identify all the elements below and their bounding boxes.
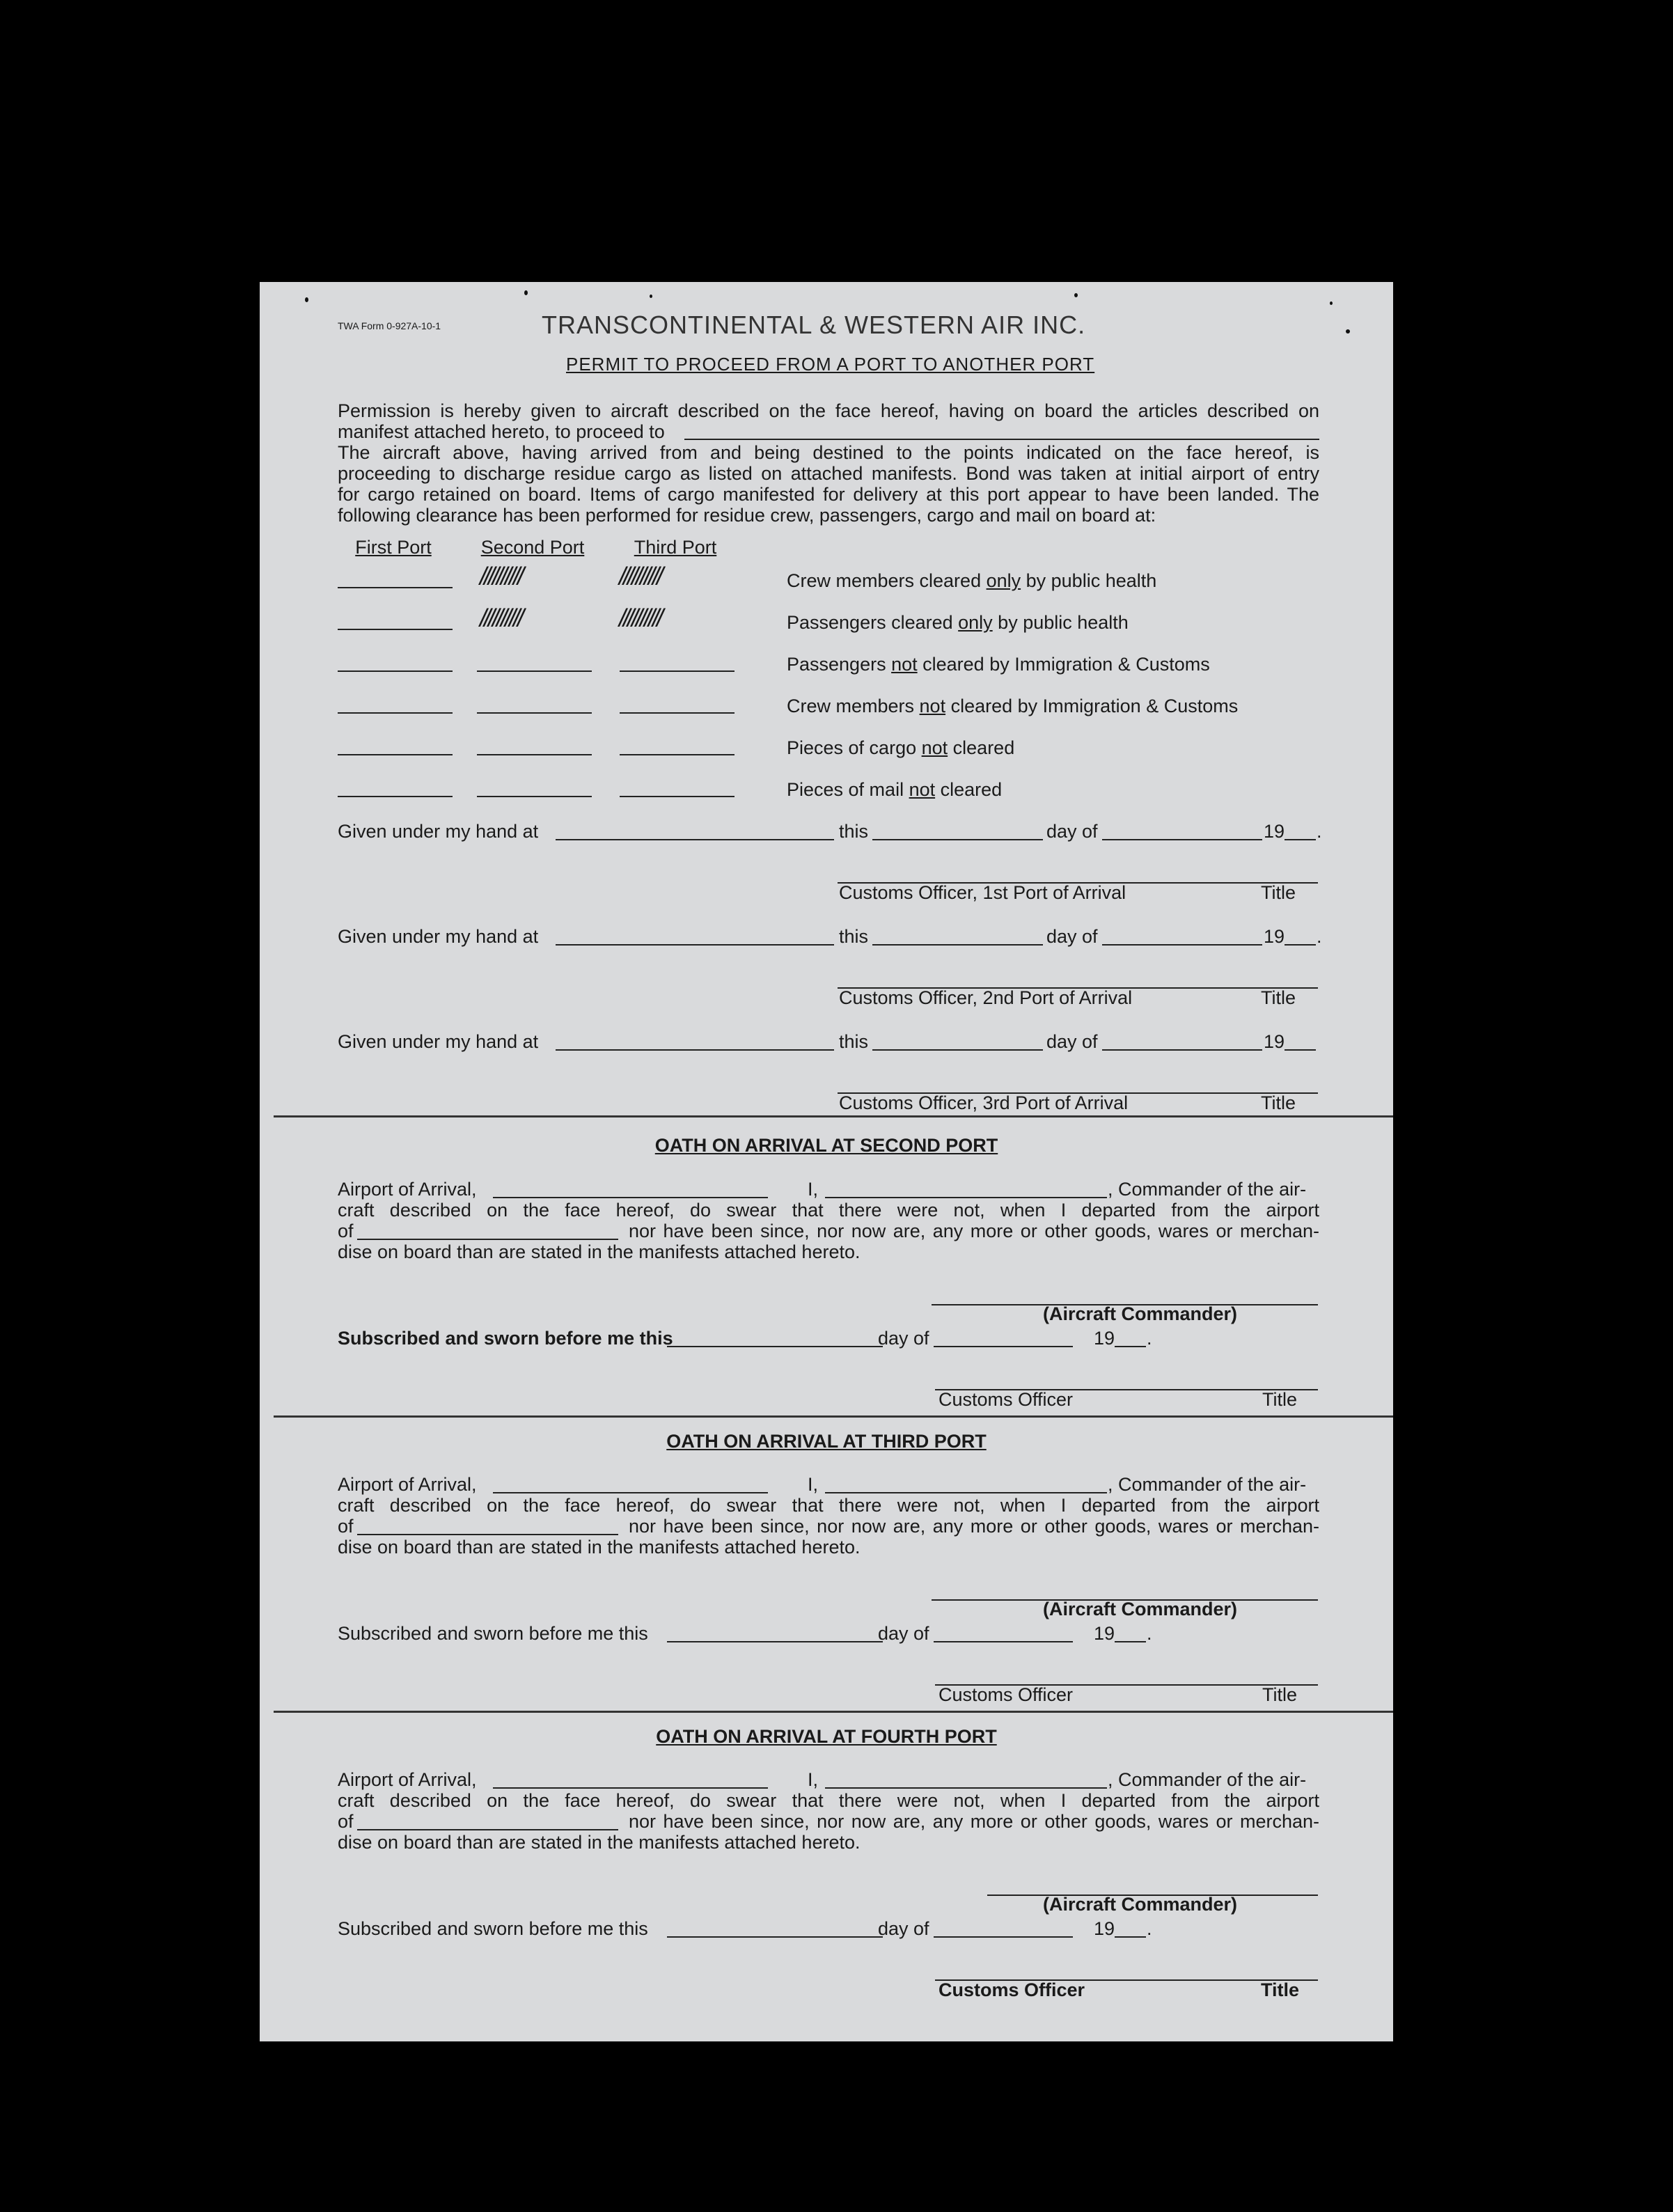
subscribed-this-field[interactable]: [667, 1346, 883, 1347]
clearance-row-label: [787, 696, 1238, 716]
clearance-row-text: cleared: [948, 737, 1015, 758]
intro-line-4: proceeding to discharge residue cargo as listed on attached manifests. Bond was taken at initial airport of entry: [338, 463, 1319, 484]
customs-officer-label: Customs Officer: [938, 1979, 1085, 2000]
clearance-row-label: [787, 779, 1002, 800]
column-header-first-port: First Port: [355, 537, 432, 558]
clearance-row-text: by public health: [992, 612, 1129, 633]
oath-line-2: craft described on the face hereof, do swear that there were not, when I departed from the airport: [338, 1200, 1319, 1221]
commander-of-label: , Commander of the air-: [1108, 1179, 1307, 1200]
oath-line-2: craft described on the face hereof, do swear that there were not, when I departed from the airport: [338, 1495, 1319, 1516]
clearance-row-text: Pieces of mail: [787, 779, 909, 800]
day-of-label: day of: [878, 1918, 929, 1939]
day-of-label: day of: [878, 1623, 929, 1644]
clearance-row-text: cleared: [935, 779, 1003, 800]
year-label: 19: [1094, 1918, 1115, 1939]
given-this-field[interactable]: [872, 839, 1043, 840]
title-label: Title: [1261, 1979, 1300, 2000]
clearance-row-keyword: not: [921, 737, 948, 758]
oath-line-4: dise on board than are stated in the manifests attached hereto.: [338, 1537, 861, 1558]
period: .: [1317, 821, 1322, 842]
subscribed-this-field[interactable]: [667, 1641, 883, 1642]
first-port-field[interactable]: [338, 712, 453, 714]
subscribed-day-field[interactable]: [934, 1641, 1073, 1642]
scan-speck: [524, 290, 528, 295]
clearance-row-keyword: only: [958, 612, 993, 633]
of-label: of: [338, 1516, 354, 1537]
title-label: Title: [1261, 987, 1296, 1008]
clearance-row-label: [787, 654, 1210, 675]
departed-airport-field[interactable]: [357, 1239, 618, 1240]
second-port-voided-mark: //////////: [480, 604, 522, 632]
day-of-label: day of: [1046, 821, 1098, 842]
intro-line-3: The aircraft above, having arrived from and being destined to the points indicated on the face hereof, is: [338, 442, 1319, 463]
commander-name-field[interactable]: [825, 1787, 1107, 1789]
oath-heading: OATH ON ARRIVAL AT THIRD PORT: [666, 1431, 987, 1452]
given-day-field[interactable]: [1102, 839, 1262, 840]
year-label: 19: [1094, 1623, 1115, 1644]
clearance-row-label: [787, 570, 1156, 591]
commander-sig-label: (Aircraft Commander): [1043, 1894, 1238, 1915]
third-port-field[interactable]: [620, 754, 735, 755]
given-place-field[interactable]: [556, 1049, 834, 1051]
clearance-row-label: [787, 737, 1014, 758]
first-port-field[interactable]: [338, 587, 453, 588]
period: .: [1147, 1328, 1152, 1349]
oath-line-4: dise on board than are stated in the manifests attached hereto.: [338, 1241, 861, 1262]
year-label: 19: [1094, 1328, 1115, 1349]
subscribed-label: Subscribed and sworn before me this: [338, 1918, 648, 1939]
intro-line-6: following clearance has been performed for residue crew, passengers, cargo and mail on board at:: [338, 505, 1156, 526]
first-port-field[interactable]: [338, 796, 453, 797]
section-divider: [274, 1115, 1393, 1117]
permit-form-page: [260, 282, 1393, 2041]
given-place-field[interactable]: [556, 839, 834, 840]
given-this-field[interactable]: [872, 1049, 1043, 1051]
second-port-field[interactable]: [477, 712, 592, 714]
column-header-third-port: Third Port: [634, 537, 717, 558]
scan-speck: [1330, 301, 1333, 305]
third-port-field[interactable]: [620, 712, 735, 714]
given-under-hand-label: Given under my hand at: [338, 1031, 539, 1052]
day-of-label: day of: [878, 1328, 929, 1349]
first-port-field[interactable]: [338, 754, 453, 755]
airport-of-arrival-field[interactable]: [493, 1787, 768, 1789]
clearance-row-text: Passengers cleared: [787, 612, 959, 633]
given-year-field[interactable]: [1285, 1049, 1316, 1051]
departed-airport-field[interactable]: [357, 1829, 618, 1830]
i-label: I,: [808, 1179, 819, 1200]
clearance-row-text: Passengers: [787, 654, 892, 675]
scan-speck: [305, 297, 308, 302]
departed-airport-field[interactable]: [357, 1534, 618, 1535]
clearance-row-keyword: not: [919, 696, 946, 716]
section-divider: [274, 1415, 1393, 1418]
oath-heading: OATH ON ARRIVAL AT FOURTH PORT: [656, 1726, 997, 1747]
i-label: I,: [808, 1474, 819, 1495]
clearance-row-label: [787, 612, 1129, 633]
subscribed-day-field[interactable]: [934, 1936, 1073, 1938]
commander-of-label: , Commander of the air-: [1108, 1474, 1307, 1495]
officer-label: Customs Officer, 2nd Port of Arrival: [839, 987, 1133, 1008]
company-name: TRANSCONTINENTAL & WESTERN AIR INC.: [542, 311, 1086, 339]
of-label: of: [338, 1221, 354, 1241]
officer-label: Customs Officer, 3rd Port of Arrival: [839, 1092, 1129, 1113]
given-year-field[interactable]: [1285, 839, 1316, 840]
airport-of-arrival-field[interactable]: [493, 1492, 768, 1493]
proceed-to-field[interactable]: [684, 439, 1319, 440]
customs-officer-label: Customs Officer: [938, 1684, 1074, 1705]
given-year-field[interactable]: [1285, 944, 1316, 946]
intro-line-1: Permission is hereby given to aircraft described on the face hereof, having on board the articles described on: [338, 400, 1319, 421]
year-label: 19: [1264, 1031, 1285, 1052]
airport-of-arrival-label: Airport of Arrival,: [338, 1179, 477, 1200]
third-port-field[interactable]: [620, 796, 735, 797]
column-header-second-port: Second Port: [480, 537, 585, 558]
this-label: this: [839, 926, 869, 947]
scan-speck: [1346, 329, 1350, 334]
period: .: [1147, 1918, 1152, 1939]
airport-of-arrival-field[interactable]: [493, 1197, 768, 1198]
customs-officer-label: Customs Officer: [938, 1389, 1074, 1410]
year-label: 19: [1264, 926, 1285, 947]
period: .: [1317, 926, 1322, 947]
this-label: this: [839, 1031, 869, 1052]
commander-of-label: , Commander of the air-: [1108, 1769, 1307, 1790]
commander-name-field[interactable]: [825, 1197, 1107, 1198]
subscribed-year-field[interactable]: [1115, 1641, 1146, 1642]
section-divider: [274, 1711, 1393, 1713]
intro-line-5: for cargo retained on board. Items of cargo manifested for delivery at this port appear to have been landed. The: [338, 484, 1319, 505]
first-port-field[interactable]: [338, 670, 453, 672]
third-port-voided-mark: //////////: [619, 562, 661, 590]
commander-sig-label: (Aircraft Commander): [1043, 1599, 1238, 1619]
day-of-label: day of: [1046, 1031, 1098, 1052]
oath-line-3: nor have been since, nor now are, any more or other goods, wares or merchan-: [629, 1516, 1319, 1537]
clearance-row-text: cleared by Immigration & Customs: [917, 654, 1210, 675]
given-this-field[interactable]: [872, 944, 1043, 946]
second-port-field[interactable]: [477, 796, 592, 797]
subscribed-label: Subscribed and sworn before me this: [338, 1623, 648, 1644]
officer-label: Customs Officer, 1st Port of Arrival: [839, 882, 1126, 903]
clearance-row-text: by public health: [1021, 570, 1157, 591]
subscribed-year-field[interactable]: [1115, 1936, 1146, 1938]
second-port-field[interactable]: [477, 670, 592, 672]
title-label: Title: [1262, 1684, 1298, 1705]
clearance-row-text: Pieces of cargo: [787, 737, 922, 758]
given-under-hand-label: Given under my hand at: [338, 821, 539, 842]
subscribed-label: Subscribed and sworn before me this: [338, 1328, 673, 1349]
permit-title: PERMIT TO PROCEED FROM A PORT TO ANOTHER PORT: [566, 354, 1095, 375]
day-of-label: day of: [1046, 926, 1098, 947]
second-port-voided-mark: //////////: [480, 562, 522, 590]
clearance-row-keyword: only: [986, 570, 1021, 591]
third-port-field[interactable]: [620, 670, 735, 672]
second-port-field[interactable]: [477, 754, 592, 755]
subscribed-year-field[interactable]: [1115, 1346, 1146, 1347]
period: .: [1147, 1623, 1152, 1644]
i-label: I,: [808, 1769, 819, 1790]
commander-name-field[interactable]: [825, 1492, 1107, 1493]
of-label: of: [338, 1811, 354, 1832]
clearance-row-keyword: not: [909, 779, 936, 800]
form-number: TWA Form 0-927A-10-1: [338, 320, 441, 331]
scan-speck: [1074, 293, 1078, 297]
intro-line-2: manifest attached hereto, to proceed to: [338, 421, 665, 442]
scan-speck: [650, 295, 652, 298]
clearance-row-keyword: not: [891, 654, 918, 675]
airport-of-arrival-label: Airport of Arrival,: [338, 1769, 477, 1790]
oath-heading: OATH ON ARRIVAL AT SECOND PORT: [654, 1135, 998, 1156]
commander-sig-label: (Aircraft Commander): [1043, 1303, 1238, 1324]
given-under-hand-label: Given under my hand at: [338, 926, 539, 947]
clearance-row-text: Crew members cleared: [787, 570, 987, 591]
first-port-field[interactable]: [338, 629, 453, 630]
this-label: this: [839, 821, 869, 842]
clearance-row-text: Crew members: [787, 696, 920, 716]
airport-of-arrival-label: Airport of Arrival,: [338, 1474, 477, 1495]
given-day-field[interactable]: [1102, 1049, 1262, 1051]
given-place-field[interactable]: [556, 944, 834, 946]
oath-line-3: nor have been since, nor now are, any more or other goods, wares or merchan-: [629, 1221, 1319, 1241]
clearance-row-text: cleared by Immigration & Customs: [945, 696, 1239, 716]
third-port-voided-mark: //////////: [619, 604, 661, 632]
title-label: Title: [1261, 1092, 1296, 1113]
oath-line-3: nor have been since, nor now are, any more or other goods, wares or merchan-: [629, 1811, 1319, 1832]
title-label: Title: [1262, 1389, 1298, 1410]
year-label: 19: [1264, 821, 1285, 842]
oath-line-2: craft described on the face hereof, do swear that there were not, when I departed from the airport: [338, 1790, 1319, 1811]
title-label: Title: [1261, 882, 1296, 903]
given-day-field[interactable]: [1102, 944, 1262, 946]
subscribed-day-field[interactable]: [934, 1346, 1073, 1347]
subscribed-this-field[interactable]: [667, 1936, 883, 1938]
oath-line-4: dise on board than are stated in the manifests attached hereto.: [338, 1832, 861, 1853]
